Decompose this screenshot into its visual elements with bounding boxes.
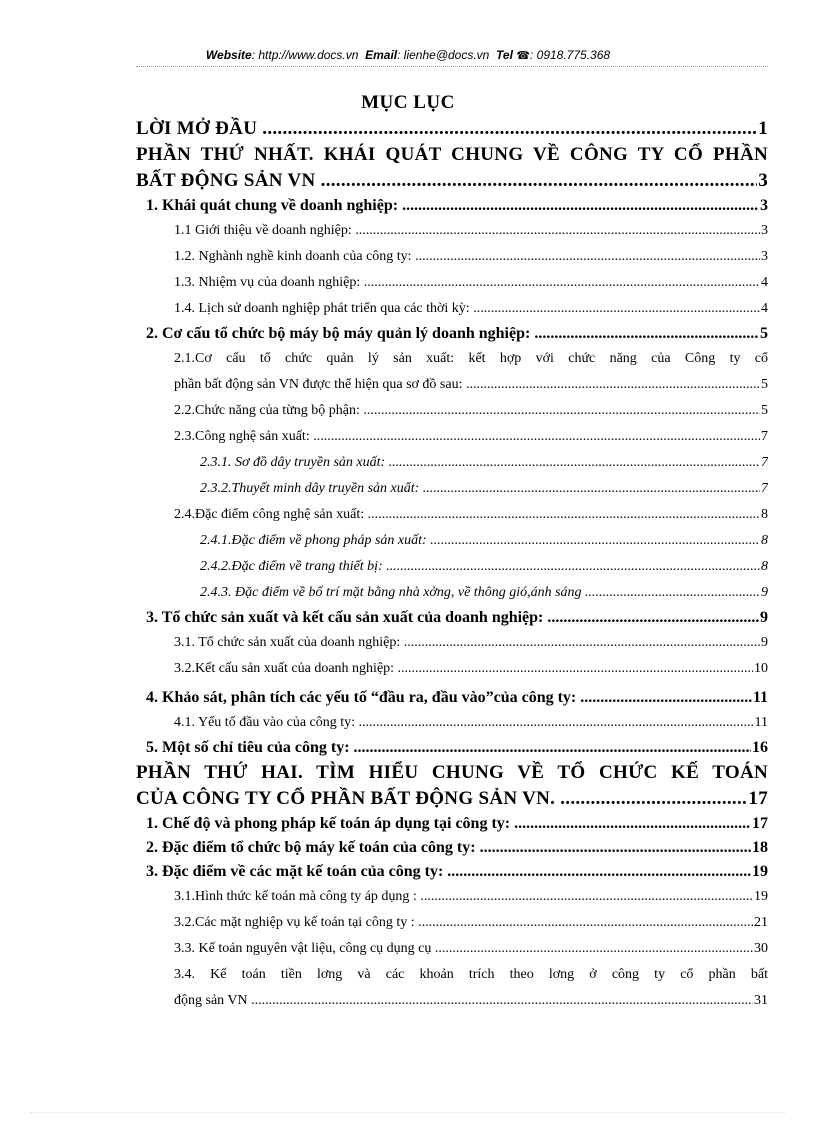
toc-page-number: 8	[760, 502, 768, 528]
toc-entry[interactable]	[136, 988, 768, 1014]
toc-entry-text: LỜI MỞ ĐẦU	[136, 118, 258, 139]
toc-entry-text: 1.4. Lịch sử doanh nghiệp phát triển qua các thời kỳ:	[174, 301, 470, 316]
toc-entry-text: 4. Khảo sát, phân tích các yếu tố “đầu ra, đầu vào”của công ty:	[146, 689, 577, 706]
toc-entry[interactable]	[136, 424, 768, 450]
toc-entry[interactable]	[136, 786, 768, 812]
toc-entry[interactable]	[136, 528, 768, 554]
toc-entry-text: 1.2. Nghành nghề kinh doanh của công ty:	[174, 249, 412, 264]
toc-entry[interactable]	[136, 686, 768, 710]
toc-entry-text: 1.1 Giới thiệu về doanh nghiệp:	[174, 223, 352, 238]
toc-entry-text: 3. Tổ chức sản xuất và kết cấu sản xuất của doanh nghiệp:	[146, 609, 544, 626]
toc-page-number: 3	[760, 244, 768, 270]
toc-entry-text: 1.3. Nhiệm vụ của doanh nghiệp:	[174, 275, 361, 290]
toc-entry[interactable]	[136, 142, 768, 168]
toc-entry-text: 2. Đặc điểm tổ chức bộ máy kế toán của công ty:	[146, 839, 476, 856]
toc-entry-text: 3.4. Kế toán tiền lơng và các khoản trích theo lơng ở công ty cổ phần bất	[174, 967, 768, 982]
toc-entry-text: 1. Chế độ và phong pháp kế toán áp dụng tại công ty:	[146, 815, 511, 832]
toc-entry[interactable]	[136, 860, 768, 884]
toc-entry[interactable]	[136, 398, 768, 424]
toc-entry[interactable]	[136, 580, 768, 606]
toc-entry-text: PHẦN THỨ NHẤT. KHÁI QUÁT CHUNG VỀ CÔNG TY CỔ PHẦN	[136, 144, 768, 165]
toc-entry-text: 2.3.Công nghệ sản xuất:	[174, 429, 310, 444]
page-header	[0, 48, 816, 62]
tel-value: : 0918.775.368	[529, 48, 611, 62]
toc-page-number: 31	[753, 988, 768, 1014]
toc-entry[interactable]	[136, 476, 768, 502]
table-of-contents	[136, 116, 768, 1014]
toc-page-number: 7	[760, 476, 768, 502]
toc-entry[interactable]	[136, 910, 768, 936]
toc-entry-text: 5. Một số chỉ tiêu của công ty:	[146, 739, 350, 756]
toc-entry-text: 2.3.2.Thuyết minh dây truyền sản xuất:	[200, 481, 420, 496]
toc-page-number: 5	[760, 372, 768, 398]
toc-page-number: 10	[753, 656, 768, 682]
toc-entry[interactable]	[136, 884, 768, 910]
email-value: : lienhe@docs.vn	[397, 48, 490, 62]
toc-page-number: 7	[760, 424, 768, 450]
toc-entry[interactable]	[136, 962, 768, 988]
toc-page-number: 4	[760, 296, 768, 322]
toc-entry[interactable]	[136, 168, 768, 194]
toc-page-number: 17	[747, 786, 768, 812]
email-label: Email	[365, 48, 398, 62]
tel-label: Tel	[496, 48, 513, 62]
toc-entry-text: 1. Khái quát chung về doanh nghiệp:	[146, 197, 399, 214]
toc-page-number: 5	[759, 322, 768, 346]
toc-page-number: 21	[753, 910, 768, 936]
toc-entry[interactable]	[136, 630, 768, 656]
toc-entry-text: 3.2.Kết cấu sản xuất của doanh nghiệp:	[174, 661, 395, 676]
toc-entry-text: 4.1. Yếu tố đầu vào của công ty:	[174, 715, 356, 730]
toc-entry-text: động sản VN	[174, 993, 248, 1008]
toc-page-number: 9	[759, 606, 768, 630]
toc-entry[interactable]	[136, 836, 768, 860]
toc-entry[interactable]	[136, 936, 768, 962]
toc-page-number: 9	[760, 630, 768, 656]
toc-page-number: 19	[751, 860, 768, 884]
header-divider	[136, 66, 768, 67]
toc-entry[interactable]	[136, 218, 768, 244]
toc-page-number: 8	[760, 554, 768, 580]
toc-page-number: 11	[752, 686, 768, 710]
toc-entry[interactable]	[136, 760, 768, 786]
toc-entry[interactable]	[136, 296, 768, 322]
website-value: : http://www.docs.vn	[251, 48, 359, 62]
toc-entry[interactable]	[136, 244, 768, 270]
toc-entry[interactable]	[136, 346, 768, 372]
toc-entry[interactable]	[136, 270, 768, 296]
phone-icon: ☎	[516, 50, 530, 62]
toc-page-number: 3	[760, 218, 768, 244]
toc-entry[interactable]	[136, 502, 768, 528]
toc-page-number: 18	[751, 836, 768, 860]
toc-page-number: 17	[751, 812, 768, 836]
toc-entry-text: phần bất động sản VN được thể hiện qua sơ đồ sau:	[174, 377, 463, 392]
toc-page-number: 11	[754, 710, 768, 736]
toc-entry-text: 2.4.2.Đặc điểm về trang thiết bị:	[200, 559, 383, 574]
toc-entry-text: 3. Đặc điểm về các mặt kế toán của công ty:	[146, 863, 444, 880]
toc-entry[interactable]	[136, 194, 768, 218]
toc-page-number: 16	[751, 736, 768, 760]
toc-entry-text: 2.3.1. Sơ đồ dây truyền sản xuất:	[200, 455, 386, 470]
footer-divider	[30, 1112, 786, 1113]
toc-entry-text: PHẦN THỨ HAI. TÌM HIỂU CHUNG VỀ TỔ CHỨC KẾ TOÁN	[136, 762, 768, 783]
toc-entry[interactable]	[136, 606, 768, 630]
toc-page-number: 30	[753, 936, 768, 962]
toc-page-number: 4	[760, 270, 768, 296]
toc-entry-text: 2.2.Chức năng của từng bộ phận:	[174, 403, 360, 418]
page-title: MỤC LỤC	[361, 92, 455, 113]
toc-page-number: 19	[753, 884, 768, 910]
toc-page-number: 9	[760, 580, 768, 606]
toc-entry[interactable]	[136, 554, 768, 580]
toc-entry-text: 3.1. Tổ chức sản xuất của doanh nghiệp:	[174, 635, 401, 650]
toc-entry[interactable]	[136, 116, 768, 142]
toc-entry[interactable]	[136, 812, 768, 836]
toc-entry-text: 2.1.Cơ cấu tổ chức quản lý sản xuất: kết hợp với chức năng của Công ty cổ	[174, 351, 768, 366]
website-label: Website	[205, 48, 252, 62]
toc-entry[interactable]	[136, 450, 768, 476]
toc-page-number: 3	[759, 194, 768, 218]
toc-entry[interactable]	[136, 322, 768, 346]
toc-page-number: 1	[757, 116, 768, 142]
toc-entry-text: 3.2.Các mặt nghiệp vụ kế toán tại công ty :	[174, 915, 415, 930]
toc-entry-text: 3.3. Kế toán nguyên vật liệu, công cụ dụng cụ	[174, 941, 432, 956]
toc-page-number: 8	[760, 528, 768, 554]
toc-page-number: 3	[757, 168, 768, 194]
toc-entry-text: 2.4.1.Đặc điểm về phong pháp sản xuất:	[200, 533, 427, 548]
toc-entry[interactable]	[136, 710, 768, 736]
toc-entry[interactable]	[136, 736, 768, 760]
toc-entry-text: 2.4.Đặc điểm công nghệ sản xuất:	[174, 507, 365, 522]
toc-entry-text: 3.1.Hình thức kế toán mà công ty áp dụng :	[174, 889, 417, 904]
toc-entry[interactable]	[136, 372, 768, 398]
toc-entry-text: BẤT ĐỘNG SẢN VN	[136, 170, 316, 191]
toc-entry-text: 2.4.3. Đặc điểm về bố trí mặt bằng nhà xởng, về thông gió,ánh sáng	[200, 585, 582, 600]
toc-page-number: 5	[760, 398, 768, 424]
toc-entry-text: CỦA CÔNG TY CỔ PHẦN BẤT ĐỘNG SẢN VN.	[136, 788, 556, 809]
toc-entry-text: 2. Cơ cấu tổ chức bộ máy bộ máy quản lý doanh nghiệp:	[146, 325, 531, 342]
toc-page-number: 7	[760, 450, 768, 476]
toc-entry[interactable]	[136, 656, 768, 682]
